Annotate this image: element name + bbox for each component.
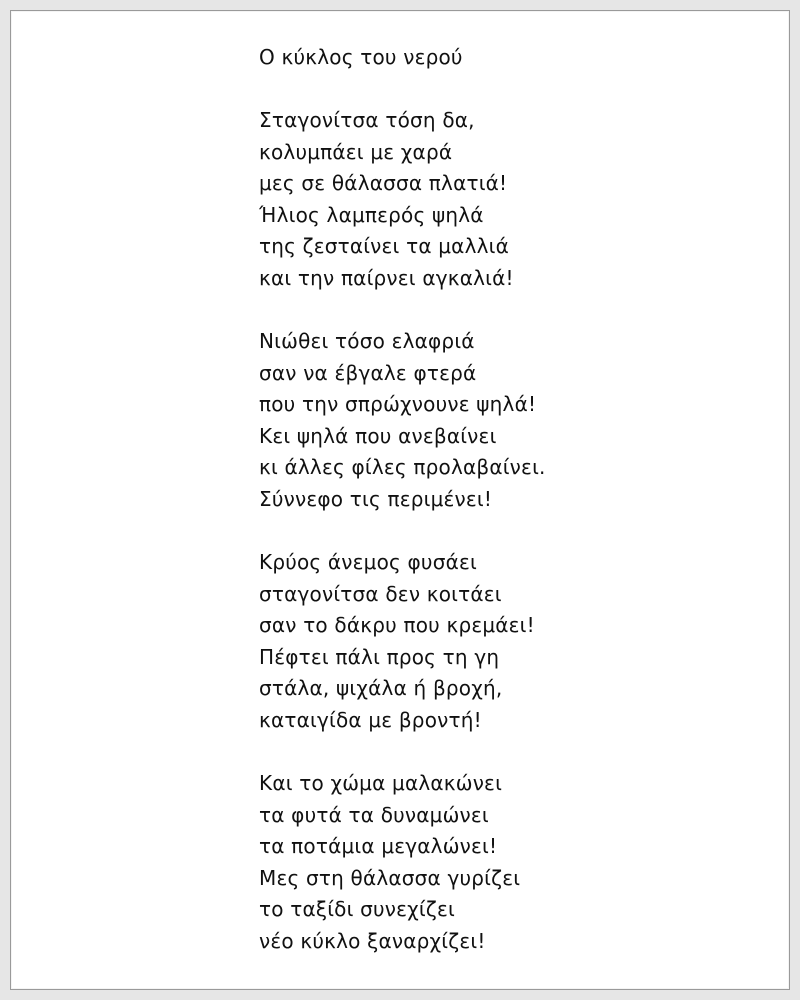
poem-line: κι άλλες φίλες προλαβαίνει. xyxy=(259,455,546,479)
poem-line: μες σε θάλασσα πλατιά! xyxy=(259,171,508,195)
stanza-4 xyxy=(259,768,546,957)
poem-line: Κει ψηλά που ανεβαίνει xyxy=(259,423,497,448)
poem-line: και την παίρνει αγκαλιά! xyxy=(259,265,514,290)
poem-line: Μες στη θάλασσα γυρίζει xyxy=(259,865,521,890)
stanza-1 xyxy=(259,105,546,294)
poem-line: σταγονίτσα δεν κοιτάει xyxy=(259,581,502,606)
poem-line: Ήλιος λαμπερός ψηλά xyxy=(259,202,484,227)
poem-line: Πέφτει πάλι προς τη γη xyxy=(259,644,500,669)
poem-line: στάλα, ψιχάλα ή βροχή, xyxy=(259,676,503,700)
poem-line: που την σπρώχνουνε ψηλά! xyxy=(259,392,537,416)
poem-line: κολυμπάει με χαρά xyxy=(259,139,453,164)
poem-line: καταιγίδα με βροντή! xyxy=(259,707,482,732)
stanza-3 xyxy=(259,547,546,736)
poem xyxy=(259,41,546,957)
poem-line: Νιώθει τόσο ελαφριά xyxy=(259,329,475,353)
stanza-2 xyxy=(259,326,546,515)
poem-line: σαν το δάκρυ που κρεμάει! xyxy=(259,613,535,637)
poem-line: το ταξίδι συνεχίζει xyxy=(259,897,455,921)
poem-line: σαν να έβγαλε φτερά xyxy=(259,360,477,385)
poem-line: νέο κύκλο ξαναρχίζει! xyxy=(259,928,486,953)
poem-line: Σταγονίτσα τόση δα, xyxy=(259,108,475,132)
poem-line: τα φυτά τα δυναμώνει xyxy=(259,802,489,827)
poem-title: Ο κύκλος του νερού xyxy=(259,45,463,69)
document-page xyxy=(10,10,790,990)
poem-line: Και το χώμα μαλακώνει xyxy=(259,771,503,795)
poem-line: τα ποτάμια μεγαλώνει! xyxy=(259,834,498,858)
poem-line: Σύννεφο τις περιμένει! xyxy=(259,486,493,511)
poem-line: Κρύος άνεμος φυσάει xyxy=(259,550,477,574)
poem-line: της ζεσταίνει τα μαλλιά xyxy=(259,234,509,258)
